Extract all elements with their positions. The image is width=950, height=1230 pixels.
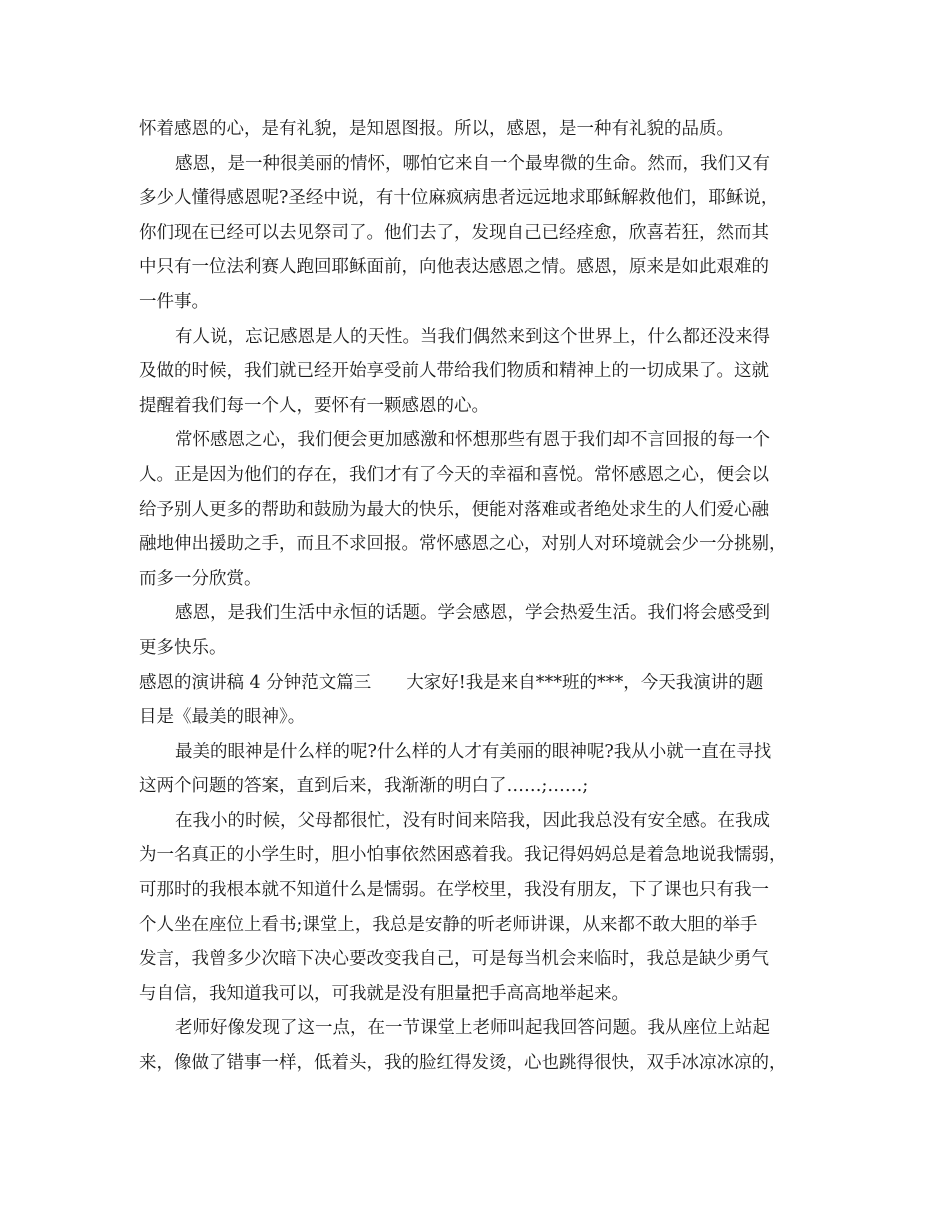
text-line: 提醒着我们每一个人，要怀有一颗感恩的心。 bbox=[139, 395, 489, 416]
text-line: 老师好像发现了这一点，在一节课堂上老师叫起我回答问题。我从座位上站起 bbox=[175, 1018, 770, 1039]
text-line: 为一名真正的小学生时，胆小怕事依然困惑着我。我记得妈妈总是着急地说我懦弱， bbox=[139, 845, 787, 866]
text-line: 多少人懂得感恩呢?圣经中说，有十位麻疯病患者远远地求耶稣解救他们，耶稣说， bbox=[139, 188, 779, 209]
text-line: 这两个问题的答案，直到后来，我渐渐的明白了……;……; bbox=[139, 776, 589, 797]
text-line: 个人坐在座位上看书;课堂上，我总是安静的听老师讲课，从来都不敢大胆的举手 bbox=[139, 914, 758, 935]
text-line: 你们现在已经可以去见祭司了。他们去了，发现自己已经痊愈，欣喜若狂，然而其 bbox=[139, 222, 769, 243]
text-line: 感恩，是一种很美丽的情怀，哪怕它来自一个最卑微的生命。然而，我们又有 bbox=[175, 153, 770, 174]
section-heading-line: 感恩的演讲稿 4 分钟范文篇三 大家好!我是来自***班的***，今天我演讲的题 bbox=[139, 672, 764, 693]
text-line: 人。正是因为他们的存在，我们才有了今天的幸福和喜悦。常怀感恩之心，便会以 bbox=[139, 464, 769, 485]
text-line: 中只有一位法利赛人跑回耶稣面前，向他表达感恩之情。感恩，原来是如此艰难的 bbox=[139, 257, 769, 278]
text-line: 及做的时候，我们就已经开始享受前人带给我们物质和精神上的一切成果了。这就 bbox=[139, 361, 769, 382]
text-line: 给予别人更多的帮助和鼓励为最大的快乐，便能对落难或者绝处求生的人们爱心融 bbox=[139, 499, 769, 520]
text-line: 在我小的时候，父母都很忙，没有时间来陪我，因此我总没有安全感。在我成 bbox=[175, 810, 770, 831]
text-line: 来，像做了错事一样，低着头，我的脸红得发烫，心也跳得很快，双手冰凉冰凉的， bbox=[139, 1053, 787, 1074]
text-line: 一件事。 bbox=[139, 291, 209, 312]
text-line: 有人说，忘记感恩是人的天性。当我们偶然来到这个世界上，什么都还没来得 bbox=[175, 326, 770, 347]
text-line: 更多快乐。 bbox=[139, 637, 227, 658]
text-line: 目是《最美的眼神》。 bbox=[139, 707, 306, 728]
text-line: 怀着感恩的心，是有礼貌，是知恩图报。所以，感恩，是一种有礼貌的品质。 bbox=[139, 119, 734, 139]
document-body bbox=[139, 112, 829, 1081]
text-line: 最美的眼神是什么样的呢?什么样的人才有美丽的眼神呢?我从小就一直在寻找 bbox=[175, 741, 772, 762]
text-line: 感恩，是我们生活中永恒的话题。学会感恩，学会热爱生活。我们将会感受到 bbox=[175, 603, 770, 624]
text-line: 融地伸出援助之手，而且不求回报。常怀感恩之心，对别人对环境就会少一分挑剔， bbox=[139, 534, 787, 555]
text-line: 可那时的我根本就不知道什么是懦弱。在学校里，我没有朋友，下了课也只有我一 bbox=[139, 880, 769, 901]
text-line: 与自信，我知道我可以，可我就是没有胆量把手高高地举起来。 bbox=[139, 983, 629, 1004]
text-line: 而多一分欣赏。 bbox=[139, 568, 262, 589]
text-line: 常怀感恩之心，我们便会更加感激和怀想那些有恩于我们却不言回报的每一个 bbox=[175, 430, 770, 451]
text-line: 发言，我曾多少次暗下决心要改变我自己，可是每当机会来临时，我总是缺少勇气 bbox=[139, 949, 769, 970]
